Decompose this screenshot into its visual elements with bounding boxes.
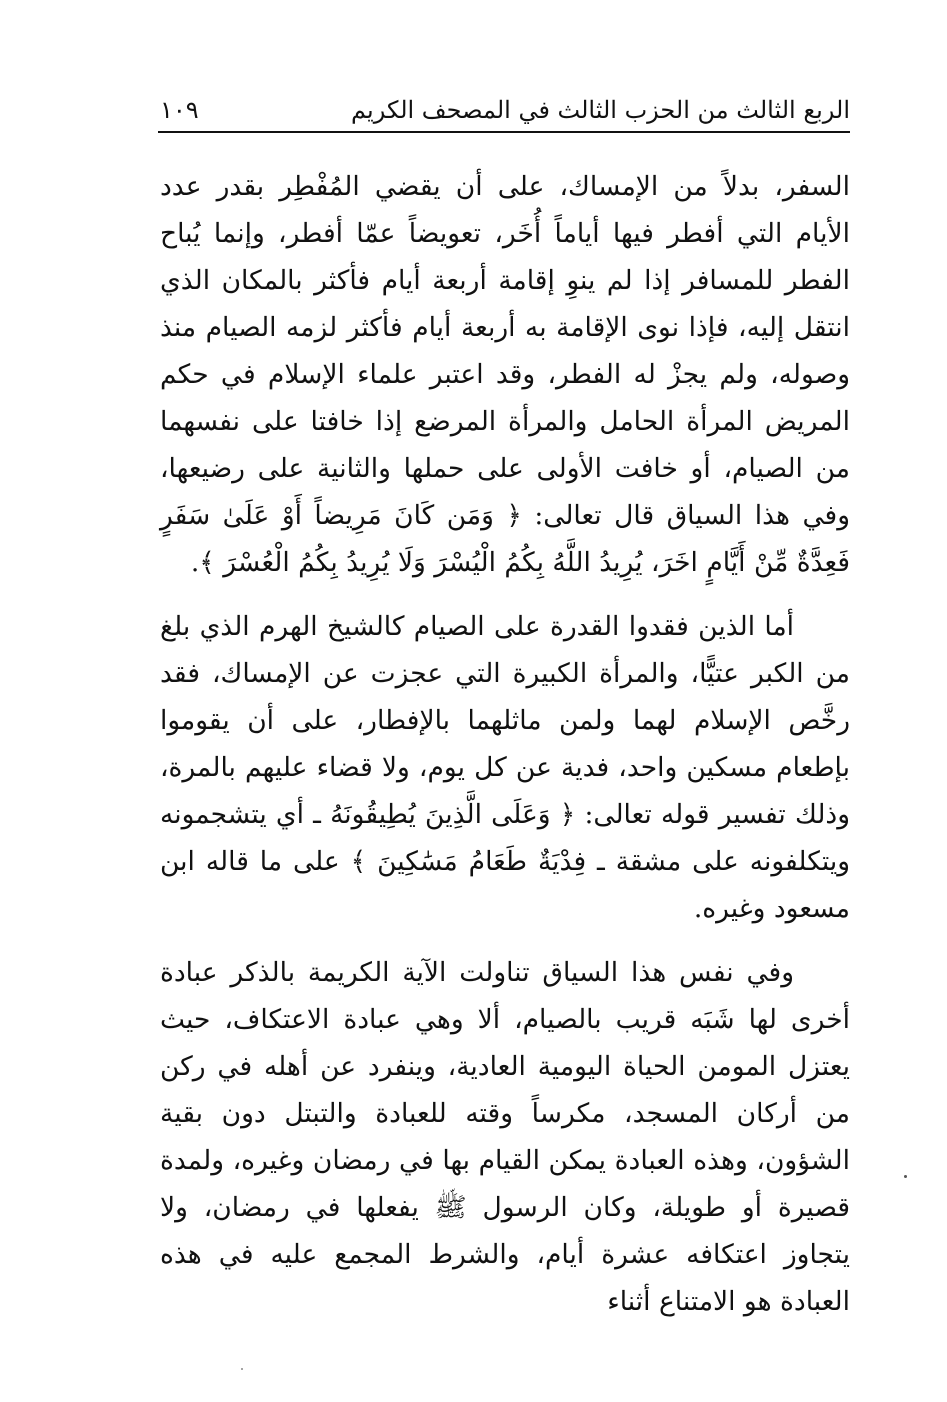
page-number: ١٠٩ xyxy=(160,96,199,124)
scan-speck xyxy=(904,1175,907,1178)
paragraph-1: السفر، بدلاً من الإمساك، على أن يقضي المُفْطِر بقدر عدد الأيام التي أفطر فيها أياماً أُخَر، تعويضاً عمّا أفطر، وإنما يُباح الفطر للمسافر إذا لم ينوِ إقامة أربعة أيام فأكثر بالمكان الذي انتقل إليه، فإذا نوى الإقامة به أربعة أيام فأكثر لزمه الصيام منذ وصوله، ولم يجزْ له الفطر، وقد اعتبر علماء الإسلام في حكم المريض المرأة الحامل والمرأة المرضع إذا خافتا على نفسهما من الصيام، أو خافت الأولى على حملها والثانية على رضيعها، وفي هذا السياق قال تعالى: ﴿ وَمَن كَانَ مَرِيضاً أَوْ عَلَىٰ سَفَرٍ فَعِدَّةٌ مِّنْ أَيَّامٍ اخَرَ، يُرِيدُ اللَّهُ بِكُمُ الْيُسْرَ وَلَا يُرِيدُ بِكُمُ الْعُسْرَ ﴾. xyxy=(160,171,850,578)
running-title: الربع الثالث من الحزب الثالث في المصحف الكريم xyxy=(351,96,850,124)
running-head xyxy=(160,92,850,132)
scan-speck xyxy=(241,1368,243,1370)
paragraph-2: أما الذين فقدوا القدرة على الصيام كالشيخ الهرم الذي بلغ من الكبر عتيًّا، والمرأة الكبيرة التي عجزت عن الإمساك، فقد رخَّص الإسلام لهما ولمن ماثلهما بالإفطار، على أن يقوموا بإطعام مسكين واحد، فدية عن كل يوم، ولا قضاء عليهم بالمرة، وذلك تفسير قوله تعالى: ﴿ وَعَلَى الَّذِينَ يُطِيقُونَهُ ـ أي يتشجمونه ويتكلفونه على مشقة ـ فِدْيَةٌ طَعَامُ مَسَٰكِينَ ﴾ على ما قاله ابن مسعود وغيره. xyxy=(160,611,850,924)
paragraph-3: وفي نفس هذا السياق تناولت الآية الكريمة بالذكر عبادة أخرى لها شَبَه قريب بالصيام، ألا وهي عبادة الاعتكاف، حيث يعتزل المومن الحياة اليومية العادية، وينفرد عن أهله في ركن من أركان المسجد، مكرساً وقته للعبادة والتبتل دون بقية الشؤون، وهذه العبادة يمكن القيام بها في رمضان وغيره، ولمدة قصيرة أو طويلة، وكان الرسول ﷺ يفعلها في رمضان، ولا يتجاوز اعتكافه عشرة أيام، والشرط المجمع عليه في هذه العبادة هو الامتناع أثناء xyxy=(160,957,850,1317)
body-text xyxy=(160,163,850,1325)
header-rule xyxy=(158,131,850,133)
